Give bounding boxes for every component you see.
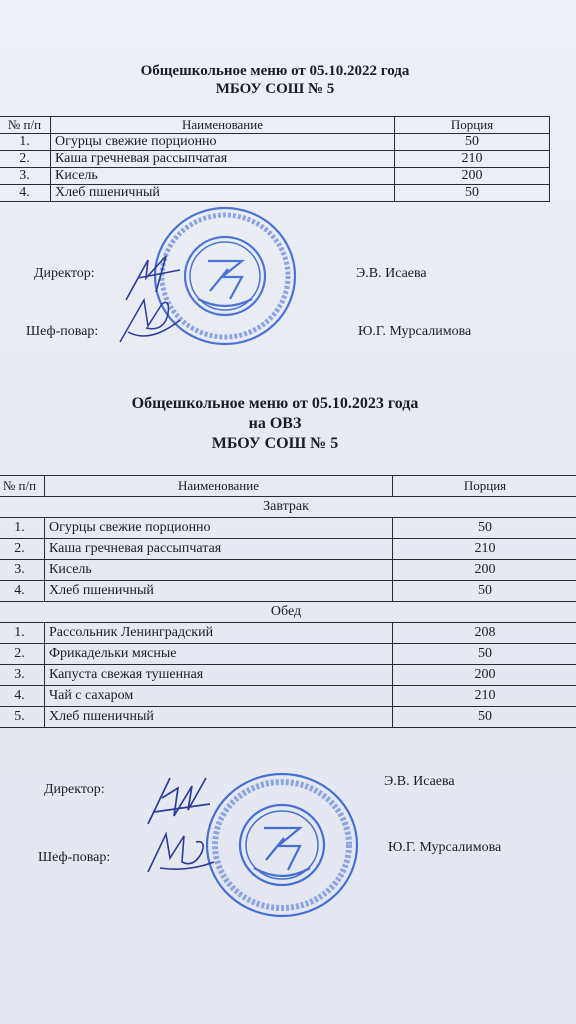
header-number: № п/п bbox=[0, 117, 51, 134]
row-number: 2. bbox=[0, 151, 51, 168]
menu-2023-title-line1: Общешкольное меню от 05.10.2023 года bbox=[131, 395, 419, 412]
menu-2023-title-line3: МБОУ СОШ № 5 bbox=[211, 435, 339, 452]
row-dish-name: Капуста свежая тушенная bbox=[45, 665, 393, 686]
director-signature-2023 bbox=[140, 768, 220, 830]
menu-2023-table bbox=[0, 475, 576, 728]
section-row-lunch bbox=[0, 602, 576, 623]
table-row bbox=[0, 185, 550, 202]
row-number: 4. bbox=[0, 581, 45, 602]
row-dish-name: Кисель bbox=[51, 168, 395, 185]
row-number: 1. bbox=[0, 623, 45, 644]
table-row bbox=[0, 518, 576, 539]
section-lunch-label: Обед bbox=[0, 602, 576, 623]
menu-2022-title-line2: МБОУ СОШ № 5 bbox=[215, 81, 335, 97]
row-dish-name: Огурцы свежие порционно bbox=[51, 134, 395, 151]
header-portion: Порция bbox=[395, 117, 550, 134]
table-row bbox=[0, 151, 550, 168]
section-breakfast-label: Завтрак bbox=[0, 497, 576, 518]
table-row bbox=[0, 539, 576, 560]
table-row bbox=[0, 665, 576, 686]
row-number: 2. bbox=[0, 644, 45, 665]
row-dish-name: Рассольник Ленинградский bbox=[45, 623, 393, 644]
row-portion: 50 bbox=[393, 707, 576, 728]
row-number: 5. bbox=[0, 707, 45, 728]
header-name: Наименование bbox=[51, 117, 395, 134]
header-number: № п/п bbox=[0, 476, 45, 497]
row-dish-name: Огурцы свежие порционно bbox=[45, 518, 393, 539]
row-dish-name: Каша гречневая рассыпчатая bbox=[51, 151, 395, 168]
menu-2022-title-line1: Общешкольное меню от 05.10.2022 года bbox=[140, 63, 410, 79]
row-portion: 210 bbox=[393, 539, 576, 560]
table-row bbox=[0, 644, 576, 665]
table-header-row bbox=[0, 117, 550, 134]
table-row bbox=[0, 168, 550, 185]
menu-2023-title-line2: на ОВЗ bbox=[248, 415, 302, 432]
table-header-row bbox=[0, 476, 576, 497]
row-number: 3. bbox=[0, 560, 45, 581]
row-dish-name: Кисель bbox=[45, 560, 393, 581]
director-name-2022: Э.В. Исаева bbox=[356, 266, 427, 281]
row-number: 2. bbox=[0, 539, 45, 560]
chef-label-2023: Шеф-повар: bbox=[38, 850, 111, 865]
row-dish-name: Чай с сахаром bbox=[45, 686, 393, 707]
row-number: 3. bbox=[0, 665, 45, 686]
row-portion: 210 bbox=[395, 151, 550, 168]
chef-name-2023: Ю.Г. Мурсалимова bbox=[388, 840, 502, 855]
row-number: 4. bbox=[0, 185, 51, 202]
header-portion: Порция bbox=[393, 476, 576, 497]
table-row bbox=[0, 707, 576, 728]
row-number: 3. bbox=[0, 168, 51, 185]
menu-2023-title bbox=[40, 394, 510, 454]
row-dish-name: Фрикадельки мясные bbox=[45, 644, 393, 665]
director-label-2022: Директор: bbox=[34, 266, 95, 281]
director-label-2023: Директор: bbox=[44, 782, 105, 797]
row-portion: 50 bbox=[393, 581, 576, 602]
row-portion: 200 bbox=[395, 168, 550, 185]
row-number: 4. bbox=[0, 686, 45, 707]
row-portion: 200 bbox=[393, 665, 576, 686]
row-number: 1. bbox=[0, 134, 51, 151]
row-number: 1. bbox=[0, 518, 45, 539]
table-row bbox=[0, 560, 576, 581]
table-row bbox=[0, 134, 550, 151]
row-portion: 50 bbox=[395, 185, 550, 202]
menu-2022-table bbox=[0, 116, 550, 202]
row-dish-name: Хлеб пшеничный bbox=[45, 707, 393, 728]
section-row-breakfast bbox=[0, 497, 576, 518]
chef-signature-2023 bbox=[140, 822, 220, 882]
row-portion: 50 bbox=[395, 134, 550, 151]
menu-2022-title bbox=[40, 62, 510, 98]
chef-name-2022: Ю.Г. Мурсалимова bbox=[358, 324, 472, 339]
row-dish-name: Хлеб пшеничный bbox=[51, 185, 395, 202]
chef-signature-2022 bbox=[110, 292, 190, 350]
chef-label-2022: Шеф-повар: bbox=[26, 324, 99, 339]
row-portion: 210 bbox=[393, 686, 576, 707]
row-portion: 50 bbox=[393, 518, 576, 539]
table-row bbox=[0, 623, 576, 644]
row-dish-name: Каша гречневая рассыпчатая bbox=[45, 539, 393, 560]
row-dish-name: Хлеб пшеничный bbox=[45, 581, 393, 602]
row-portion: 208 bbox=[393, 623, 576, 644]
table-row bbox=[0, 581, 576, 602]
school-stamp-seal bbox=[202, 770, 362, 920]
header-name: Наименование bbox=[45, 476, 393, 497]
row-portion: 200 bbox=[393, 560, 576, 581]
table-row bbox=[0, 686, 576, 707]
row-portion: 50 bbox=[393, 644, 576, 665]
director-name-2023: Э.В. Исаева bbox=[384, 774, 455, 789]
